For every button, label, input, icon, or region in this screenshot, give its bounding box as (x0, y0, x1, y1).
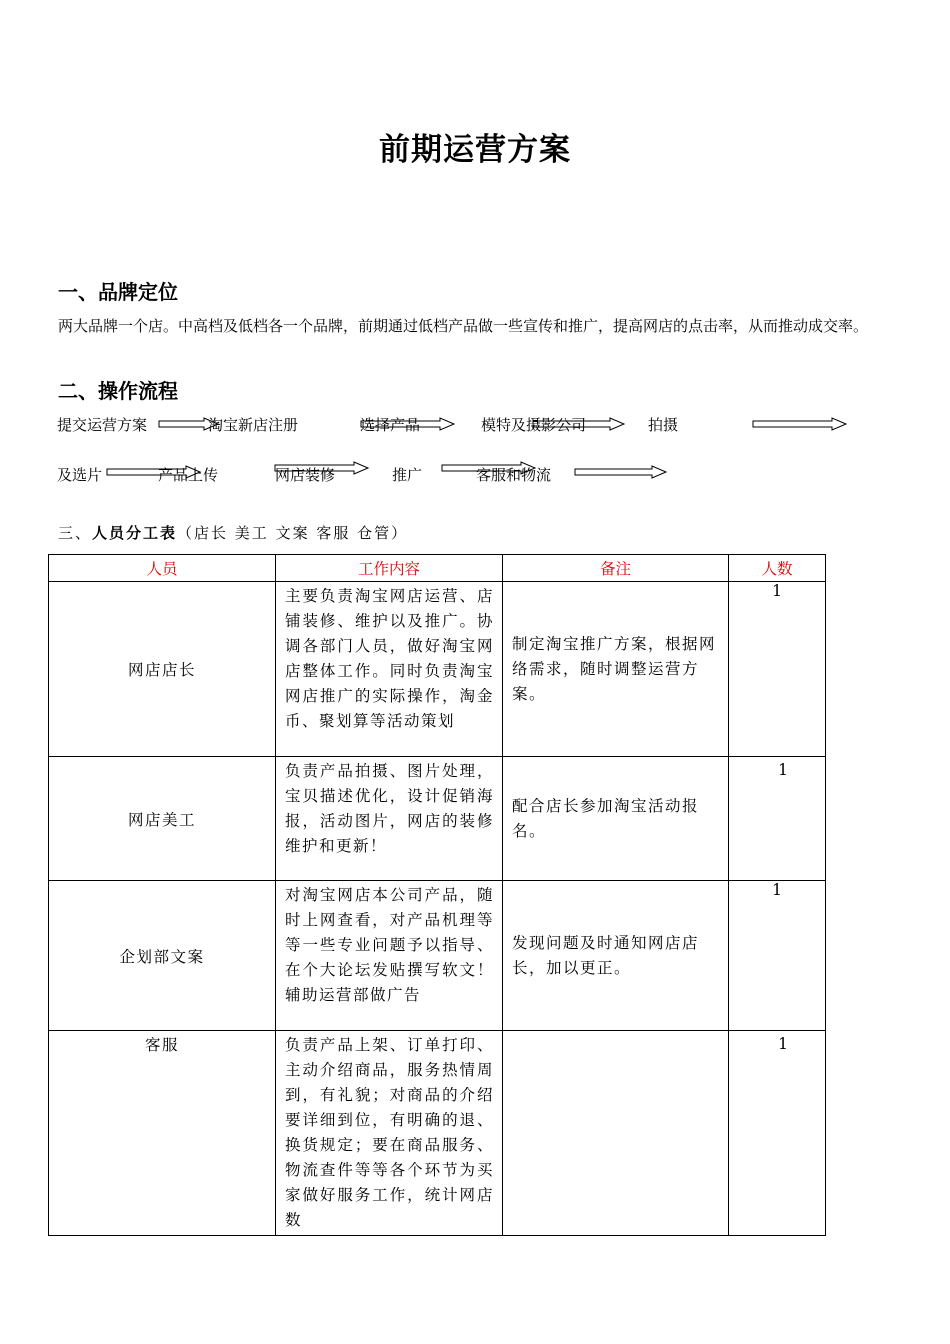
role-cell: 网店店长 (49, 582, 276, 757)
remark-cell (503, 881, 729, 1031)
flow-arrow-icon (574, 465, 668, 479)
column-header: 人员 (49, 555, 276, 582)
column-header: 人数 (729, 555, 826, 582)
remark-cell (503, 1031, 729, 1236)
content-cell (276, 881, 503, 1031)
flow-step: 淘宝新店注册 (208, 416, 299, 434)
flow-arrow-icon (752, 417, 848, 431)
remark-text: 发现问题及时通知网店店长，加以更正。 (512, 933, 700, 977)
remark-text: 制定淘宝推广方案，根据网络需求，随时调整运营方案。 (512, 634, 717, 703)
staff-table (48, 554, 826, 1236)
flow-arrow-icon (360, 417, 456, 431)
table-header-row (49, 555, 826, 582)
remark-cell (503, 582, 729, 757)
content-text: 负责产品拍摄、图片处理，宝贝描述优化，设计促销海报，活动图片，网店的装修维护和更新！ (285, 762, 494, 855)
section3-subtitle: （店长 美工 文案 客服 仓管） (177, 524, 409, 542)
page-title: 前期运营方案 (379, 132, 571, 168)
count-cell: 1 (729, 881, 826, 1031)
count-cell: 1 (729, 582, 826, 757)
section3-prefix: 三、 (58, 524, 93, 542)
section3-heading (58, 522, 408, 543)
flow-step: 及选片 (57, 466, 103, 484)
section1-heading: 一、品牌定位 (58, 280, 178, 304)
table-row (49, 1031, 826, 1236)
table-row (49, 582, 826, 757)
table-row (49, 757, 826, 881)
count-cell: 1 (729, 1031, 826, 1236)
flow-step: 选择产品 (360, 416, 421, 434)
section2-heading: 二、操作流程 (58, 379, 178, 403)
flow-step: 客服和物流 (476, 466, 552, 484)
flow-step: 推广 (392, 466, 423, 484)
column-header: 备注 (503, 555, 729, 582)
count-cell: 1 (729, 757, 826, 881)
remark-cell (503, 757, 729, 881)
content-cell (276, 1031, 503, 1236)
content-text: 负责产品上架、订单打印、主动介绍商品，服务热情周到，有礼貌；对商品的介绍要详细到位，有明确的退、换货规定；要在商品服务、物流查件等等各个环节为买家做好服务工作，统计网店数 (285, 1036, 494, 1229)
table-row (49, 881, 826, 1031)
role-cell: 企划部文案 (49, 881, 276, 1031)
content-cell (276, 582, 503, 757)
flow-step: 提交运营方案 (57, 416, 148, 434)
content-text: 对淘宝网店本公司产品，随时上网查看，对产品机理等等一些专业问题予以指导、在个大论坛发贴撰写软文！辅助运营部做广告 (285, 886, 494, 1004)
flow-step: 拍摄 (648, 416, 679, 434)
flow-arrow-icon (532, 417, 626, 431)
content-cell (276, 757, 503, 881)
flow-step: 产品上传 (158, 466, 219, 484)
section1-paragraph: 两大品牌一个店。中高档及低档各一个品牌，前期通过低档产品做一些宣传和推广，提高网店的点击率，从而推动成交率。 (58, 317, 869, 335)
flow-arrow-icon (274, 461, 370, 475)
remark-text: 配合店长参加淘宝活动报名。 (512, 796, 700, 840)
section3-title: 人员分工表 (92, 524, 178, 542)
flow-step: 网店装修 (275, 466, 336, 484)
flow-step: 模特及摄影公司 (481, 416, 587, 434)
column-header: 工作内容 (276, 555, 503, 582)
role-cell: 网店美工 (49, 757, 276, 881)
content-text: 主要负责淘宝网店运营、店铺装修、维护以及推广。协调各部门人员，做好淘宝网店整体工作。同时负责淘宝网店推广的实际操作，淘金币、聚划算等活动策划 (285, 587, 494, 730)
role-cell: 客服 (49, 1031, 276, 1236)
